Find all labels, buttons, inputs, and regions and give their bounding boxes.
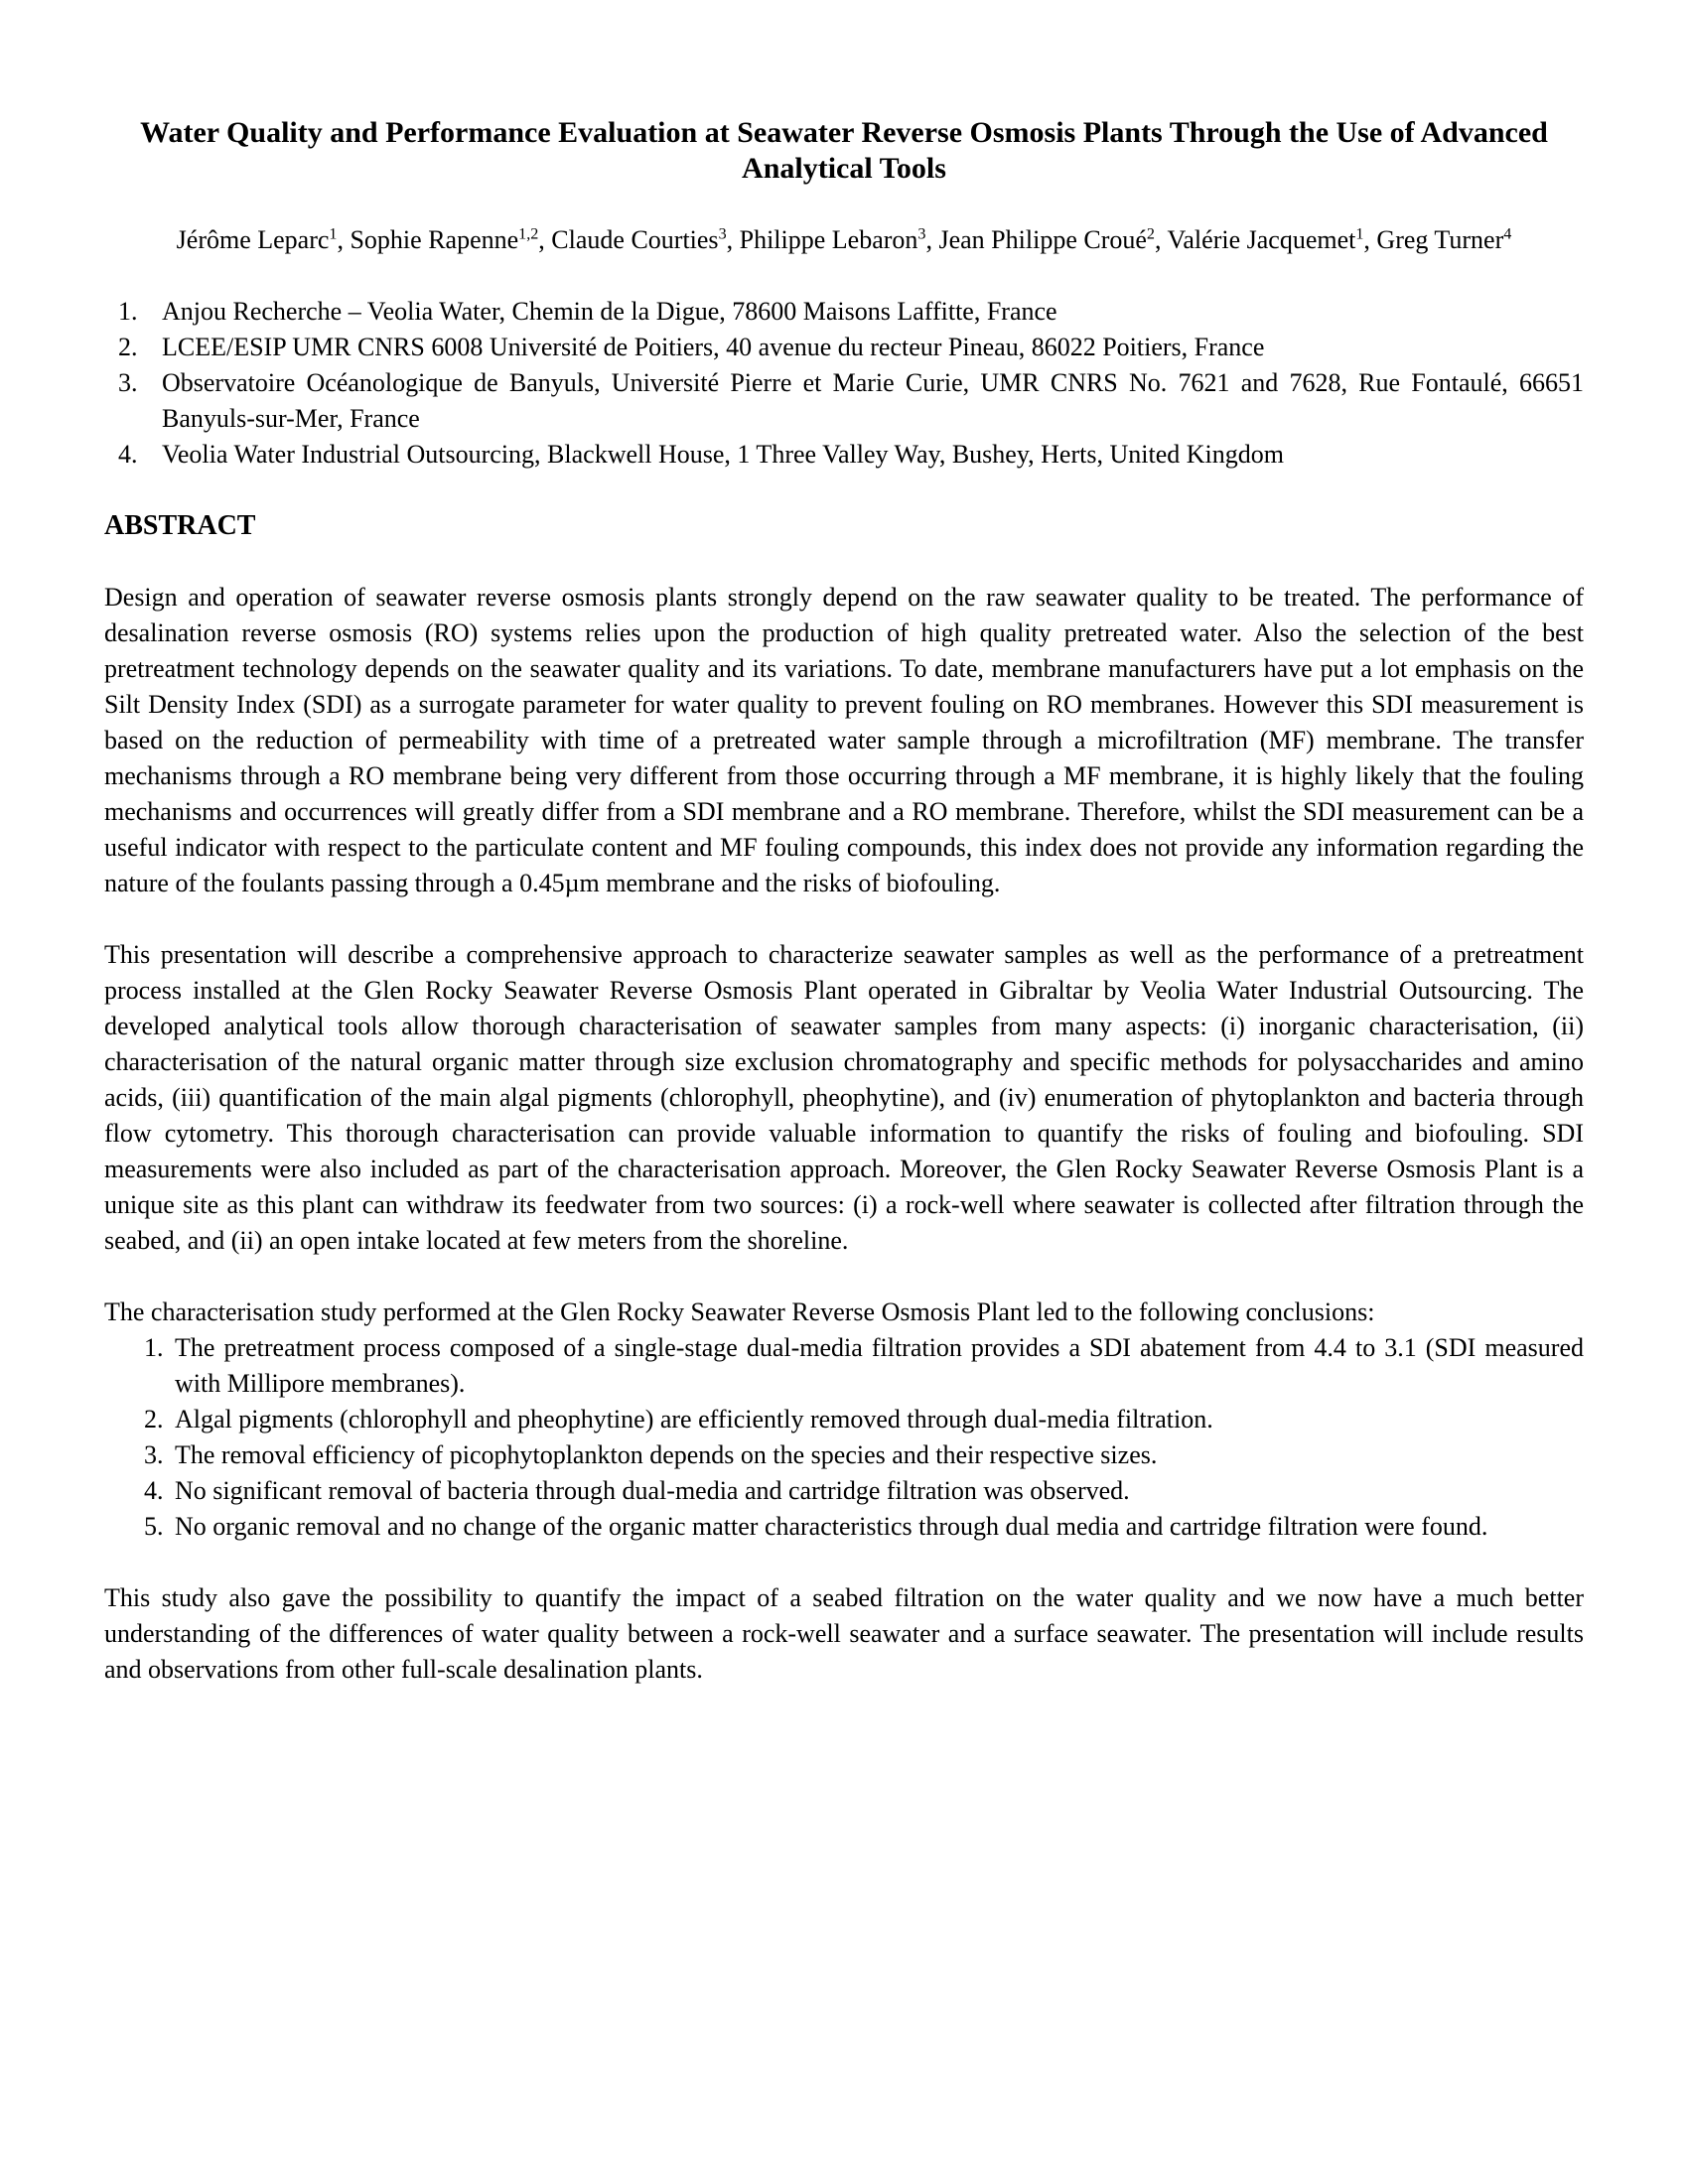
conclusion-text: The removal efficiency of picophytoplankton depends on the species and their respective sizes. [175,1440,1158,1469]
abstract-paragraph-1: Design and operation of seawater reverse osmosis plants strongly depend on the raw seawater quality to be treated. The performance of desalination reverse osmosis (RO) systems relies upon the production of high quality pretreated water. Also the selection of the best pretreatment technology depends on the seawater quality and its variations. To date, membrane manufacturers have put a lot emphasis on the Silt Density Index (SDI) as a surrogate parameter for water quality to prevent fouling on RO membranes. However this SDI measurement is based on the reduction of permeability with time of a pretreated water sample through a microfiltration (MF) membrane. The transfer mechanisms through a RO membrane being very different from those occurring through a MF membrane, it is highly likely that the fouling mechanisms and occurrences will greatly differ from a SDI membrane and a RO membrane. Therefore, whilst the SDI measurement can be a useful indicator with respect to the particulate content and MF fouling compounds, this index does not provide any information regarding the nature of the foulants passing through a 0.45µm membrane and the risks of biofouling. [104,583,1584,897]
author-separator: , [538,225,552,254]
author-affiliation-superscript: 3 [718,225,727,243]
author-separator: , [1363,225,1377,254]
affiliation-number: 1. [118,297,138,326]
affiliation-list [104,294,1584,473]
affiliation-number: 4. [118,440,138,469]
author-affiliation-superscript: 2 [1146,225,1155,243]
author-name-text: Greg Turner [1376,225,1504,254]
affiliation-item [118,330,1584,365]
author-affiliation-superscript: 1 [329,225,338,243]
affiliation-text: LCEE/ESIP UMR CNRS 6008 Université de Poitiers, 40 avenue du recteur Pineau, 86022 Poitiers, France [162,333,1265,361]
abstract-paragraph-2: This presentation will describe a comprehensive approach to characterize seawater samples as well as the performance of a pretreatment process installed at the Glen Rocky Seawater Reverse Osmosis Plant operated in Gibraltar by Veolia Water Industrial Outsourcing. The developed analytical tools allow thorough characterisation of seawater samples from many aspects: (i) inorganic characterisation, (ii) characterisation of the natural organic matter through size exclusion chromatography and specific methods for polysaccharides and amino acids, (iii) quantification of the main algal pigments (chlorophyll, pheophytine), and (iv) enumeration of phytoplankton and bacteria through flow cytometry. This thorough characterisation can provide valuable information to quantify the risks of fouling and biofouling. SDI measurements were also included as part of the characterisation approach. Moreover, the Glen Rocky Seawater Reverse Osmosis Plant is a unique site as this plant can withdraw its feedwater from two sources: (i) a rock-well where seawater is collected after filtration through the seabed, and (ii) an open intake located at few meters from the shoreline. [104,940,1584,1255]
author-name-text: Claude Courties [551,225,719,254]
conclusion-text: Algal pigments (chlorophyll and pheophytine) are efficiently removed through dual-media filtration. [175,1405,1213,1433]
affiliation-text: Observatoire Océanologique de Banyuls, Université Pierre et Marie Curie, UMR CNRS No. 7621 and 7628, Rue Fontaulé, 66651 Banyuls-sur-Mer, France [162,368,1584,433]
conclusion-number: 4. [144,1476,164,1505]
conclusion-number: 2. [144,1405,164,1433]
author-name [1376,225,1511,254]
author-line [104,222,1584,258]
author-separator: , [925,225,939,254]
author-name [1168,225,1377,254]
conclusion-item [144,1473,1584,1509]
paper-title: Water Quality and Performance Evaluation at Seawater Reverse Osmosis Plants Through the Use of Advanced Analytical Tools [140,116,1548,185]
affiliation-number: 3. [118,368,138,397]
author-name-text: Valérie Jacquemet [1167,225,1356,254]
author-name-text: Sophie Rapenne [350,225,519,254]
author-separator: , [337,225,351,254]
conclusion-text: No significant removal of bacteria through dual-media and cartridge filtration was observed. [175,1476,1130,1505]
author-name [740,225,939,254]
author-name [938,225,1167,254]
affiliation-text: Anjou Recherche – Veolia Water, Chemin de la Digue, 78600 Maisons Laffitte, France [162,297,1057,326]
author-name [177,225,351,254]
abstract-closing-paragraph: This study also gave the possibility to quantify the impact of a seabed filtration on the water quality and we now have a much better understanding of the differences of water quality between a rock-well seawater and a surface seawater. The presentation will include results and observations from other full-scale desalination plants. [104,1583,1584,1684]
abstract-heading: ABSTRACT [104,510,256,541]
conclusion-item [144,1437,1584,1473]
author-name [551,225,739,254]
conclusion-item [144,1330,1584,1402]
conclusion-number: 1. [144,1333,164,1362]
conclusion-item [144,1509,1584,1545]
author-separator: , [1154,225,1168,254]
affiliation-item [118,294,1584,330]
author-name [350,225,551,254]
author-affiliation-superscript: 3 [917,225,926,243]
affiliation-number: 2. [118,333,138,361]
author-name-text: Jean Philippe Croué [938,225,1147,254]
conclusion-text: No organic removal and no change of the organic matter characteristics through dual media and cartridge filtration were found. [175,1512,1488,1541]
author-name-text: Philippe Lebaron [739,225,918,254]
affiliation-item [118,437,1584,473]
author-name-text: Jérôme Leparc [176,225,330,254]
author-affiliation-superscript: 1 [1355,225,1364,243]
conclusion-text: The pretreatment process composed of a single-stage dual-media filtration provides a SDI abatement from 4.4 to 3.1 (SDI measured with Millipore membranes). [175,1333,1584,1398]
author-separator: , [726,225,740,254]
affiliation-text: Veolia Water Industrial Outsourcing, Blackwell House, 1 Three Valley Way, Bushey, Herts, United Kingdom [162,440,1284,469]
conclusion-item [144,1402,1584,1437]
author-affiliation-superscript: 1,2 [518,225,539,243]
affiliation-item [118,365,1584,437]
conclusions-intro: The characterisation study performed at the Glen Rocky Seawater Reverse Osmosis Plant led to the following conclusions: [104,1297,1375,1326]
conclusion-number: 3. [144,1440,164,1469]
conclusions-list [104,1330,1584,1545]
conclusion-number: 5. [144,1512,164,1541]
author-affiliation-superscript: 4 [1503,225,1512,243]
